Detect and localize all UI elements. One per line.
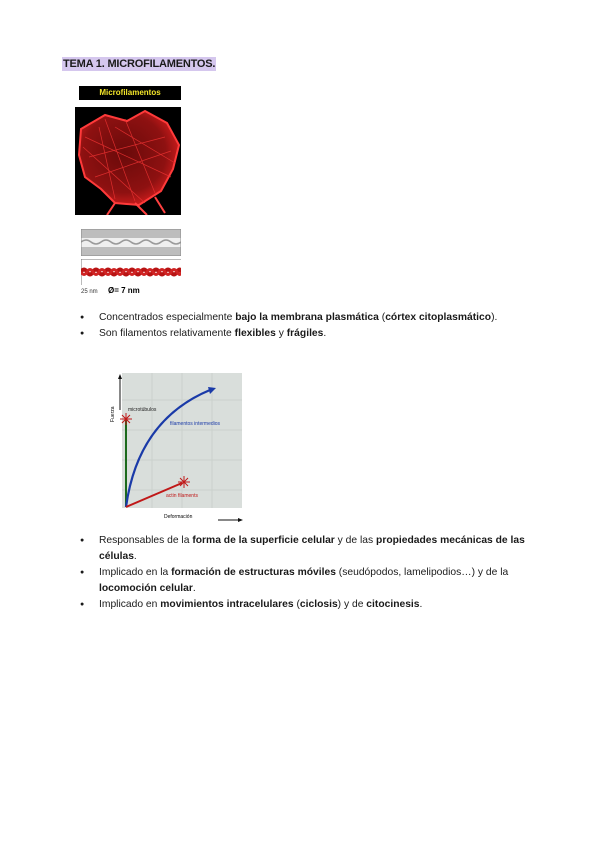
list-item [80,310,540,326]
text-run: . [192,583,196,594]
label-microtubules: microtúbulos [128,407,157,413]
bold-term: citocinesis [366,599,420,610]
filament-model [81,259,181,285]
diameter-label: Ø= 7 nm [108,286,140,295]
bold-term: forma de la superficie celular [192,535,335,546]
bold-term: movimientos intracelulares [160,599,294,610]
list-item [80,326,540,342]
x-axis-label: Deformación [164,514,193,520]
bullet-list-1 [80,310,540,342]
text-run: ) y de [337,599,367,610]
bold-term: flexibles [234,328,276,339]
bold-term: ciclosis [299,599,338,610]
y-axis-label: Fuerza [110,406,116,422]
text-run: . [133,551,137,562]
text-run: ). [491,312,498,323]
bold-term: bajo la membrana plasmática [235,312,379,323]
label-intermediate-filaments: filamentos intermedios [170,421,221,427]
bullet-list-2 [80,533,540,613]
force-deformation-graph [108,370,248,525]
list-item [80,533,540,565]
label-actin-filaments: actin filaments [166,493,198,499]
text-run: y de las [334,535,377,546]
section-heading: TEMA 1. MICROFILAMENTOS. [63,58,216,70]
bold-term: locomoción celular [99,583,193,594]
bold-term: propiedades mecánicas de las células [99,535,525,562]
text-run: . [323,328,327,339]
figure-banner: Microfilamentos [79,86,181,100]
microfilament-figure [75,86,185,301]
text-run: . [419,599,423,610]
list-item [80,597,540,613]
list-item [80,565,540,597]
text-run: Implicado en [99,599,161,610]
electron-micrograph [81,229,181,256]
bold-term: frágiles [286,328,324,339]
text-run: y [275,328,287,339]
text-run: Implicado en la [99,567,172,578]
bold-term: formación de estructuras móviles [171,567,336,578]
bold-term: córtex citoplasmático [385,312,492,323]
text-run: (seudópodos, lamelipodios…) y de la [335,567,509,578]
text-run: Responsables de la [99,535,193,546]
text-run: ( [293,599,300,610]
fluorescence-micrograph [75,107,181,215]
scale-label: 25 nm [81,289,98,295]
text-run: Concentrados especialmente [99,312,236,323]
text-run: Son filamentos relativamente [99,328,235,339]
text-run: ( [378,312,386,323]
